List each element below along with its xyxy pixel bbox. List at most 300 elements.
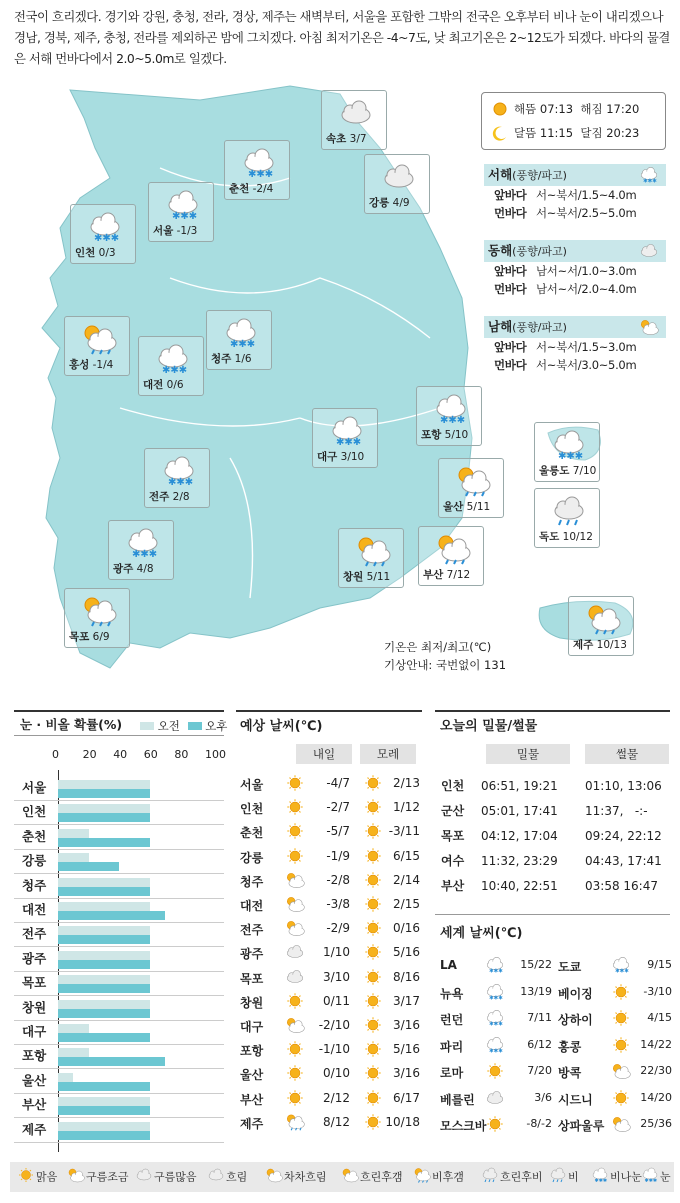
forecast-temp-tomorrow: -2/10 bbox=[318, 1018, 350, 1032]
forecast-temp-tomorrow: 1/10 bbox=[323, 945, 350, 960]
world-city: 방콕 bbox=[558, 1066, 582, 1080]
sun-rain-icon bbox=[79, 595, 119, 627]
city-box bbox=[138, 336, 204, 396]
cloud-icon bbox=[379, 161, 419, 193]
cloud-icon bbox=[336, 97, 376, 129]
legend-item bbox=[480, 1167, 543, 1186]
sea-panel bbox=[484, 164, 666, 222]
svg-text:✱✱✱: ✱✱✱ bbox=[614, 968, 629, 974]
forecast-city: 춘천 bbox=[240, 826, 264, 841]
divider bbox=[14, 824, 224, 825]
world-city-row bbox=[440, 1115, 552, 1137]
sun-icon bbox=[610, 1089, 632, 1110]
sun-times: 해뜸 07:13 해짐 17:20 bbox=[514, 102, 640, 116]
forecast-row bbox=[240, 919, 420, 941]
tide-high: 05:01, 17:41 bbox=[481, 804, 558, 818]
sun-icon bbox=[284, 822, 306, 843]
legend-label: 구름많음 bbox=[154, 1170, 197, 1184]
tide-row bbox=[441, 874, 658, 898]
tide-city: 부산 bbox=[441, 879, 465, 893]
moon-icon bbox=[492, 125, 508, 141]
city-box bbox=[364, 154, 430, 214]
forecast-row bbox=[240, 798, 420, 820]
city-label: 울릉도 7/10 bbox=[539, 465, 597, 477]
forecast-city: 청주 bbox=[240, 874, 264, 889]
snow-icon bbox=[590, 1167, 610, 1186]
svg-text:✱✱✱: ✱✱✱ bbox=[168, 477, 194, 487]
sun-icon bbox=[610, 1009, 632, 1030]
forecast-temp-dayafter: 0/16 bbox=[393, 921, 420, 936]
world-city: 홍콩 bbox=[558, 1039, 582, 1054]
cloud-icon bbox=[134, 1167, 154, 1186]
axis-tick: 100 bbox=[205, 748, 226, 761]
city-box bbox=[338, 528, 404, 588]
divider bbox=[14, 800, 224, 801]
sea-row: 앞바다 서~북서/1.5~3.0m bbox=[494, 340, 637, 354]
sun-rain-icon bbox=[583, 603, 623, 635]
forecast-temp-dayafter: 6/17 bbox=[393, 1090, 420, 1105]
divider bbox=[14, 1117, 224, 1118]
sun-moon-box bbox=[481, 92, 666, 150]
legend-item bbox=[134, 1167, 197, 1186]
world-title: 세계 날씨(℃) bbox=[440, 926, 523, 941]
forecast-temp-tomorrow: -4/7 bbox=[326, 776, 350, 790]
world-city-row bbox=[440, 1062, 552, 1084]
bar-pm bbox=[58, 1131, 150, 1140]
axis-tick: 20 bbox=[82, 748, 97, 761]
bar-pm bbox=[58, 887, 150, 896]
legend-item bbox=[340, 1167, 403, 1186]
divider bbox=[14, 735, 224, 736]
snow-icon bbox=[153, 343, 193, 375]
bar-city-label: 부산 bbox=[22, 1097, 47, 1113]
city-box bbox=[108, 520, 174, 580]
cloud-icon bbox=[284, 943, 306, 964]
divider bbox=[14, 1020, 224, 1021]
city-label: 전주 2/8 bbox=[149, 491, 190, 503]
city-label: 청주 1/6 bbox=[211, 353, 252, 365]
forecast-temp-dayafter: 3/16 bbox=[393, 1018, 420, 1032]
legend-label: 흐림 bbox=[226, 1170, 248, 1184]
legend-label: 비후갬 bbox=[432, 1170, 464, 1184]
cloud-icon bbox=[206, 1167, 226, 1186]
icon-legend bbox=[10, 1162, 674, 1192]
forecast-temp-tomorrow: -2/9 bbox=[326, 921, 350, 936]
divider bbox=[14, 971, 224, 972]
forecast-col-tomorrow: 내일 bbox=[296, 744, 352, 764]
bar-city-label: 인천 bbox=[22, 804, 47, 820]
world-city-row bbox=[440, 1009, 552, 1031]
forecast-temp-tomorrow: -3/8 bbox=[326, 897, 350, 911]
bar-am bbox=[58, 926, 150, 935]
bar-am bbox=[58, 853, 89, 862]
sun-icon bbox=[284, 798, 306, 819]
world-city: 뉴욕 bbox=[440, 986, 464, 1001]
bar-city-label: 포항 bbox=[22, 1048, 47, 1064]
sun-rain-icon bbox=[638, 318, 660, 344]
tide-low: 01:10, 13:06 bbox=[585, 779, 662, 793]
snow-icon bbox=[85, 211, 125, 243]
world-city-row bbox=[558, 1036, 670, 1058]
bar-pm bbox=[58, 935, 150, 944]
snow-icon bbox=[484, 1036, 506, 1057]
snow-icon bbox=[159, 455, 199, 487]
forecast-city: 포항 bbox=[240, 1044, 264, 1059]
forecast-temp-dayafter: 5/16 bbox=[393, 945, 420, 960]
snow-icon bbox=[327, 415, 367, 447]
snow-icon bbox=[484, 1009, 506, 1030]
axis-tick: 0 bbox=[52, 748, 59, 761]
svg-text:✱✱✱: ✱✱✱ bbox=[644, 1178, 658, 1183]
sun-cloud-icon bbox=[610, 1115, 632, 1136]
legend-label: 구름조금 bbox=[86, 1170, 129, 1184]
bar-pm bbox=[58, 862, 119, 871]
world-city-row bbox=[558, 956, 670, 978]
bar-pm bbox=[58, 1009, 150, 1018]
legend-item bbox=[66, 1167, 129, 1186]
sun-cloud-icon bbox=[284, 919, 306, 940]
sun-icon bbox=[484, 1062, 506, 1083]
sea-header: 서해(풍향/파고) ✱✱✱ bbox=[484, 164, 666, 186]
forecast-row bbox=[240, 822, 420, 844]
forecast-temp-dayafter: 6/15 bbox=[393, 848, 420, 863]
bar-pm bbox=[58, 1082, 150, 1091]
city-label: 홍성 -1/4 bbox=[69, 359, 114, 371]
bar-pm bbox=[58, 1106, 150, 1115]
city-label: 대구 3/10 bbox=[317, 451, 365, 463]
world-city-row bbox=[440, 983, 552, 1005]
forecast-row bbox=[240, 992, 420, 1014]
legend-item bbox=[590, 1167, 642, 1186]
forecast-row bbox=[240, 871, 420, 893]
forecast-city: 강릉 bbox=[240, 850, 264, 865]
bar-city-label: 대전 bbox=[22, 902, 47, 917]
city-label: 울산 5/11 bbox=[443, 501, 491, 513]
sea-row: 먼바다 서~북서/2.5~5.0m bbox=[494, 206, 637, 220]
sun-cloud-icon bbox=[610, 1062, 632, 1083]
world-city-row bbox=[558, 1115, 670, 1137]
axis-tick: 40 bbox=[113, 748, 128, 761]
world-city: 시드니 bbox=[558, 1092, 593, 1107]
bar-am bbox=[58, 1073, 73, 1082]
world-temp: 9/15 bbox=[647, 958, 672, 971]
sun-icon bbox=[492, 101, 508, 117]
forecast-row bbox=[240, 943, 420, 965]
forecast-col-dayafter: 모레 bbox=[360, 744, 416, 764]
forecast-temp-tomorrow: -1/9 bbox=[326, 848, 350, 863]
notes-phone: 기상안내: 국번없이 131 bbox=[384, 658, 507, 672]
world-city: 런던 bbox=[440, 1013, 464, 1027]
city-box bbox=[438, 458, 504, 518]
forecast-city: 목포 bbox=[240, 971, 264, 986]
world-city-row bbox=[558, 1089, 670, 1111]
forecast-temp-tomorrow: -2/7 bbox=[326, 800, 350, 815]
sea-header: 남해(풍향/파고) bbox=[484, 316, 666, 338]
bar-am bbox=[58, 975, 150, 984]
divider bbox=[14, 849, 224, 850]
svg-text:✱✱✱: ✱✱✱ bbox=[132, 549, 158, 559]
city-label: 포항 5/10 bbox=[421, 429, 469, 441]
divider bbox=[14, 995, 224, 996]
city-box bbox=[206, 310, 272, 370]
map-notes bbox=[384, 638, 506, 674]
bar-pm bbox=[58, 960, 150, 969]
bar-city-label: 울산 bbox=[22, 1072, 47, 1088]
tides-col-high: 밀물 bbox=[486, 744, 570, 764]
world-city: LA bbox=[440, 958, 457, 972]
world-city-row bbox=[558, 1062, 670, 1084]
svg-text:✱✱✱: ✱✱✱ bbox=[488, 995, 503, 1001]
city-label: 제주 10/13 bbox=[573, 639, 627, 651]
moon-times: 달뜸 11:15 달짐 20:23 bbox=[514, 126, 640, 140]
svg-text:✱✱✱: ✱✱✱ bbox=[248, 169, 274, 179]
bar-pm bbox=[58, 1033, 150, 1042]
intro-text: 전국이 흐리겠다. 경기와 강원, 충청, 전라, 경상, 제주는 새벽부터, 서울을 포함한 그밖의 전국은 오후부터 비나 눈이 내리겠으나 경남, 경북, 제주, 충청, 전라를 제외하곤 밤에 그치겠다. 아침 최저기온은 -4~7도, 낮 최고기온은 2~12도가 되겠다. 바다의 물결은 서해 먼바다에서 2.0~5.0m로 일겠다. bbox=[14, 9, 670, 66]
forecast-city: 대전 bbox=[240, 899, 264, 913]
forecast-temp-dayafter: 3/17 bbox=[393, 993, 420, 1008]
tide-low: 09:24, 22:12 bbox=[585, 829, 662, 843]
divider bbox=[14, 1068, 224, 1069]
forecast-row bbox=[240, 968, 420, 990]
sea-header: 동해(풍향/파고) bbox=[484, 240, 666, 262]
world-city-row bbox=[440, 1036, 552, 1058]
tide-city: 목포 bbox=[441, 829, 465, 843]
sun-rain-icon bbox=[453, 465, 493, 497]
svg-text:✱✱✱: ✱✱✱ bbox=[594, 1178, 608, 1183]
sun-icon bbox=[16, 1167, 36, 1186]
snow-icon bbox=[221, 317, 261, 349]
svg-text:✱✱✱: ✱✱✱ bbox=[336, 437, 362, 447]
world-city: 도쿄 bbox=[558, 960, 582, 974]
bar-am bbox=[58, 829, 89, 838]
forecast-title: 예상 날씨(℃) bbox=[240, 719, 323, 734]
legend-label: 흐린후갬 bbox=[360, 1170, 403, 1184]
world-temp: 7/11 bbox=[527, 1011, 552, 1024]
city-box bbox=[312, 408, 378, 468]
precip-legend: 오전 오후 bbox=[140, 718, 227, 734]
world-temp: -8/-2 bbox=[526, 1117, 552, 1130]
sun-rain-icon bbox=[353, 535, 393, 567]
forecast-city: 서울 bbox=[240, 778, 264, 792]
bar-city-label: 춘천 bbox=[22, 828, 47, 844]
tide-low: 04:43, 17:41 bbox=[585, 854, 662, 868]
snow-icon bbox=[484, 983, 506, 1004]
divider bbox=[14, 898, 224, 899]
city-label: 춘천 -2/4 bbox=[229, 183, 274, 195]
legend-item bbox=[412, 1167, 464, 1186]
svg-text:✱✱✱: ✱✱✱ bbox=[94, 233, 120, 243]
sea-row: 먼바다 남서~서/2.0~4.0m bbox=[494, 282, 637, 296]
snow-icon bbox=[484, 956, 506, 977]
legend-item bbox=[640, 1167, 671, 1186]
sun-icon bbox=[284, 1064, 306, 1085]
sun-icon bbox=[610, 1036, 632, 1057]
forecast-city: 제주 bbox=[240, 1116, 264, 1131]
bar-city-label: 대구 bbox=[22, 1024, 47, 1039]
svg-text:✱✱✱: ✱✱✱ bbox=[488, 1021, 503, 1027]
city-box bbox=[224, 140, 290, 200]
sun-cloud-icon bbox=[66, 1167, 86, 1186]
bar-pm bbox=[58, 1057, 165, 1066]
forecast-row bbox=[240, 847, 420, 869]
divider bbox=[14, 710, 224, 712]
sea-row: 앞바다 서~북서/1.5~4.0m bbox=[494, 188, 637, 202]
world-temp: 15/22 bbox=[520, 958, 552, 971]
forecast-temp-dayafter: 5/16 bbox=[393, 1042, 420, 1057]
forecast-temp-tomorrow: 3/10 bbox=[323, 969, 350, 984]
svg-text:✱✱✱: ✱✱✱ bbox=[642, 178, 657, 184]
bar-am bbox=[58, 1048, 89, 1057]
precip-title: 눈 · 비올 확률(%) bbox=[20, 717, 123, 732]
forecast-city: 창원 bbox=[240, 995, 264, 1010]
forecast-city: 인천 bbox=[240, 802, 264, 817]
snow-icon bbox=[431, 393, 471, 425]
axis-tick: 60 bbox=[143, 748, 158, 761]
rain-icon bbox=[480, 1167, 500, 1186]
tide-high: 10:40, 22:51 bbox=[481, 879, 558, 893]
sea-panel bbox=[484, 240, 666, 298]
svg-text:✱✱✱: ✱✱✱ bbox=[558, 451, 584, 461]
world-temp: 14/20 bbox=[640, 1090, 672, 1104]
sea-row: 먼바다 서~북서/3.0~5.0m bbox=[494, 358, 637, 372]
tide-city: 군산 bbox=[441, 804, 465, 818]
svg-text:✱✱✱: ✱✱✱ bbox=[488, 968, 503, 974]
snow-icon bbox=[239, 147, 279, 179]
bar-am bbox=[58, 951, 150, 960]
world-temp: 14/22 bbox=[640, 1037, 672, 1051]
legend-label: 흐린후비 bbox=[500, 1170, 543, 1184]
divider bbox=[14, 1044, 224, 1045]
sun-cloud-icon bbox=[284, 871, 306, 892]
tides-title: 오늘의 밀물/썰물 bbox=[440, 719, 538, 734]
snow-icon bbox=[549, 429, 589, 461]
legend-label: 차차흐림 bbox=[284, 1170, 327, 1184]
svg-text:✱✱✱: ✱✱✱ bbox=[172, 211, 198, 221]
forecast-row bbox=[240, 1064, 420, 1086]
tide-low: 03:58 16:47 bbox=[585, 879, 658, 893]
divider bbox=[14, 1093, 224, 1094]
divider bbox=[236, 710, 422, 712]
cloud-icon bbox=[484, 1089, 506, 1110]
bar-city-label: 목포 bbox=[22, 975, 47, 991]
forecast-row bbox=[240, 1089, 420, 1111]
forecast-temp-tomorrow: -5/7 bbox=[326, 824, 350, 839]
forecast-temp-tomorrow: 0/10 bbox=[323, 1066, 350, 1081]
tides-col-low: 썰물 bbox=[585, 744, 669, 764]
sun-rain-icon bbox=[79, 323, 119, 355]
bar-am bbox=[58, 902, 150, 911]
divider bbox=[14, 922, 224, 923]
world-temp: 25/36 bbox=[640, 1117, 672, 1130]
city-box bbox=[568, 596, 634, 656]
city-box bbox=[70, 204, 136, 264]
forecast-temp-dayafter: 1/12 bbox=[393, 800, 420, 815]
city-label: 목포 6/9 bbox=[69, 631, 110, 643]
world-temp: 13/19 bbox=[520, 984, 552, 998]
forecast-row bbox=[240, 895, 420, 917]
city-label: 속초 3/7 bbox=[326, 133, 367, 145]
tide-low: 11:37, -:- bbox=[585, 804, 648, 818]
bar-am bbox=[58, 804, 150, 813]
world-city: 베를린 bbox=[440, 1092, 475, 1107]
tide-row bbox=[441, 849, 662, 873]
bar-pm bbox=[58, 911, 165, 920]
bar-city-label: 창원 bbox=[22, 999, 47, 1015]
city-box bbox=[148, 182, 214, 242]
sun-icon bbox=[284, 1089, 306, 1110]
sun-cloud-icon bbox=[284, 895, 306, 916]
city-label: 서울 -1/3 bbox=[153, 225, 198, 237]
axis-tick: 80 bbox=[174, 748, 189, 761]
bar-am bbox=[58, 1024, 89, 1033]
world-city: 모스크바 bbox=[440, 1119, 487, 1133]
bar-am bbox=[58, 1097, 150, 1106]
svg-text:✱✱✱: ✱✱✱ bbox=[162, 365, 188, 375]
forecast-row bbox=[240, 1040, 420, 1062]
snow-icon bbox=[610, 956, 632, 977]
legend-label: 비 bbox=[568, 1170, 579, 1184]
bar-am bbox=[58, 878, 150, 887]
forecast-temp-dayafter: -3/11 bbox=[388, 824, 420, 839]
world-city-row bbox=[440, 1089, 552, 1111]
bar-city-label: 청주 bbox=[22, 877, 47, 893]
bar-city-label: 제주 bbox=[22, 1121, 47, 1137]
bar-pm bbox=[58, 789, 150, 798]
sun-icon bbox=[284, 1040, 306, 1061]
forecast-city: 광주 bbox=[240, 947, 264, 962]
world-temp: 7/20 bbox=[527, 1064, 552, 1077]
forecast-city: 울산 bbox=[240, 1068, 264, 1083]
forecast-row bbox=[240, 1113, 420, 1135]
tide-row bbox=[441, 799, 648, 823]
city-label: 인천 0/3 bbox=[75, 247, 116, 259]
bar-city-label: 광주 bbox=[22, 950, 47, 966]
cloud-icon bbox=[638, 242, 660, 268]
forecast-temp-dayafter: 10/18 bbox=[385, 1114, 420, 1129]
world-city: 파리 bbox=[440, 1039, 464, 1054]
sea-row: 앞바다 남서~서/1.0~3.0m bbox=[494, 264, 637, 278]
snow-cloud-icon bbox=[638, 166, 660, 192]
world-temp: -3/10 bbox=[643, 984, 672, 998]
forecast-temp-tomorrow: -2/8 bbox=[326, 872, 350, 887]
legend-label: 비나눈 bbox=[610, 1170, 642, 1184]
world-city: 상파울루 bbox=[558, 1119, 605, 1133]
divider bbox=[14, 946, 224, 947]
forecast-city: 부산 bbox=[240, 1092, 264, 1107]
tide-city: 여수 bbox=[441, 854, 465, 868]
city-label: 강릉 4/9 bbox=[369, 197, 410, 209]
sun-icon bbox=[284, 847, 306, 868]
city-box bbox=[418, 526, 484, 586]
world-city: 베이징 bbox=[558, 986, 593, 1001]
tide-high: 11:32, 23:29 bbox=[481, 854, 558, 868]
notes-temp: 기온은 최저/최고(℃) bbox=[384, 640, 492, 654]
forecast-city: 전주 bbox=[240, 923, 264, 938]
bar-pm bbox=[58, 813, 150, 822]
forecast-temp-dayafter: 2/15 bbox=[393, 897, 420, 911]
sun-icon bbox=[610, 983, 632, 1004]
city-box bbox=[144, 448, 210, 508]
city-box bbox=[321, 90, 387, 150]
divider bbox=[14, 873, 224, 874]
forecast-temp-tomorrow: 0/11 bbox=[323, 993, 350, 1008]
divider bbox=[435, 710, 670, 712]
bar-am bbox=[58, 1122, 150, 1131]
forecast-row bbox=[240, 774, 420, 796]
tide-city: 인천 bbox=[441, 779, 465, 793]
rain-icon bbox=[548, 1167, 568, 1186]
tide-row bbox=[441, 824, 662, 848]
